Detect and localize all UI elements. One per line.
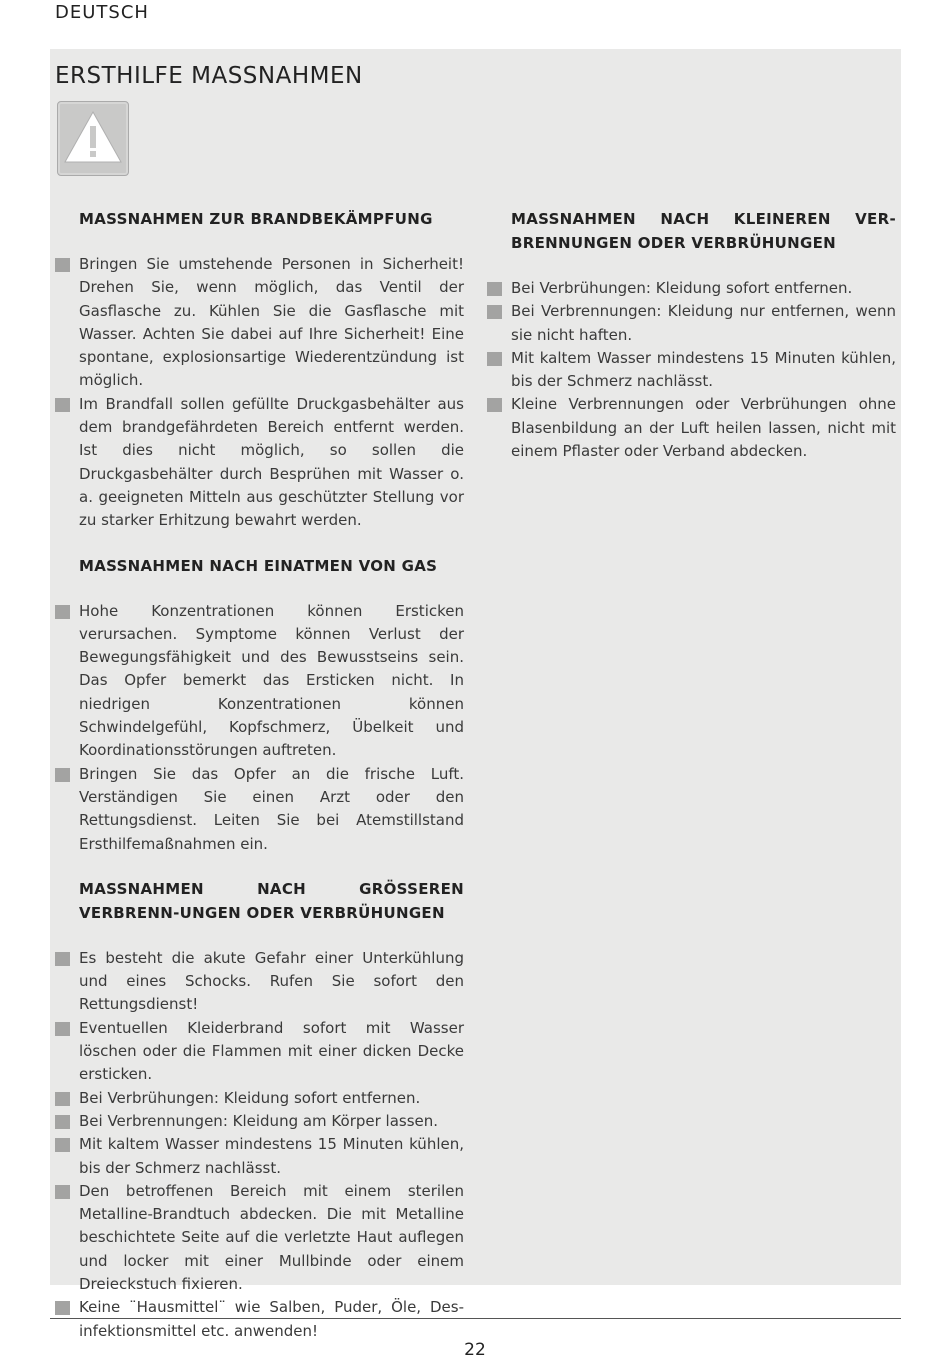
list-item: Bei Verbrennungen: Kleidung nur entfernen, wenn sie nicht haften. (511, 300, 896, 347)
language-label: DEUTSCH (55, 2, 149, 23)
bullet-list (79, 600, 464, 856)
list-item: Mit kaltem Wasser mindestens 15 Minuten kühlen, bis der Schmerz nachlässt. (511, 347, 896, 394)
list-item: Mit kaltem Wasser mindestens 15 Minuten kühlen, bis der Schmerz nachlässt. (79, 1133, 464, 1180)
bullet-list (511, 277, 896, 463)
section-groessere-verbrennungen (79, 877, 464, 1343)
list-item: Bei Verbrühungen: Kleidung sofort entfernen. (79, 1087, 464, 1110)
section-kleinere-verbrennungen (511, 207, 896, 463)
list-item: Bei Verbrühungen: Kleidung sofort entfernen. (511, 277, 896, 300)
bullet-list (79, 253, 464, 533)
list-item: Bei Verbrennungen: Kleidung am Körper lassen. (79, 1110, 464, 1133)
footer-rule (50, 1318, 901, 1319)
section-brandbekaempfung (79, 207, 464, 533)
list-item: Es besteht die akute Gefahr einer Unterkühlung und eines Schocks. Rufen Sie sofort den Rettungsdienst! (79, 947, 464, 1017)
page-title: ERSTHILFE MASSNAHMEN (55, 63, 363, 89)
list-item: Im Brandfall sollen gefüllte Druckgasbehälter aus dem brandgefährdeten Bereich entfernt werden. Ist dies nicht möglich, so sollen die Druckgasbehälter durch Besprühen mit Wasser o. a. geeigneten Mitteln aus geschützter Stellung vor zu starker Erhitzung bewahrt werden. (79, 393, 464, 533)
right-column (511, 207, 896, 484)
section-heading: MASSNAHMEN NACH KLEINEREN VER-BRENNUNGEN ODER VERBRÜHUNGEN (511, 210, 896, 252)
list-item: Den betroffenen Bereich mit einem sterilen Metalline-Brandtuch abdecken. Die mit Metalline beschichtete Seite auf die verletzte Haut auflegen und locker mit einer Mullbinde oder einem Dreieckstuch fixieren. (79, 1180, 464, 1296)
page-number: 22 (464, 1340, 486, 1360)
list-item: Hohe Konzentrationen können Ersticken verursachen. Symptome können Verlust der Bewegungsfähigkeit und des Bewusstseins sein. Das Opfer bemerkt das Ersticken nicht. In niedrigen Konzentrationen können Schwindelgefühl, Kopfschmerz, Übelkeit und Koordinationsstörungen auftreten. (79, 600, 464, 763)
warning-triangle-icon (57, 101, 129, 176)
list-item: Eventuellen Kleiderbrand sofort mit Wasser löschen oder die Flammen mit einer dicken Decke ersticken. (79, 1017, 464, 1087)
list-item: Bringen Sie das Opfer an die frische Luft. Verständigen Sie einen Arzt oder den Rettungsdienst. Leiten Sie bei Atemstillstand Ersthilfemaßnahmen ein. (79, 763, 464, 856)
section-einatmen-gas (79, 554, 464, 856)
section-heading: MASSNAHMEN ZUR BRANDBEKÄMPFUNG (79, 210, 433, 228)
left-column (79, 207, 464, 1364)
list-item: Keine ¨Hausmittel¨ wie Salben, Puder, Öle, Des-infektionsmittel etc. anwenden! (79, 1296, 464, 1343)
section-heading: MASSNAHMEN NACH EINATMEN VON GAS (79, 556, 438, 575)
section-heading: MASSNAHMEN NACH GRÖSSEREN VERBRENN-UNGEN ODER VERBRÜHUNGEN (79, 879, 464, 922)
list-item: Bringen Sie umstehende Personen in Sicherheit! Drehen Sie, wenn möglich, das Ventil der Gasflasche zu. Kühlen Sie die Gasflasche mit Wasser. Achten Sie dabei auf Ihre Sicherheit! Eine spontane, explosionsartige Wiederentzündung ist möglich. (79, 253, 464, 393)
list-item: Kleine Verbrennungen oder Verbrühungen ohne Blasenbildung an der Luft heilen lassen, nicht mit einem Pflaster oder Verband abdecken. (511, 393, 896, 463)
bullet-list (79, 947, 464, 1343)
